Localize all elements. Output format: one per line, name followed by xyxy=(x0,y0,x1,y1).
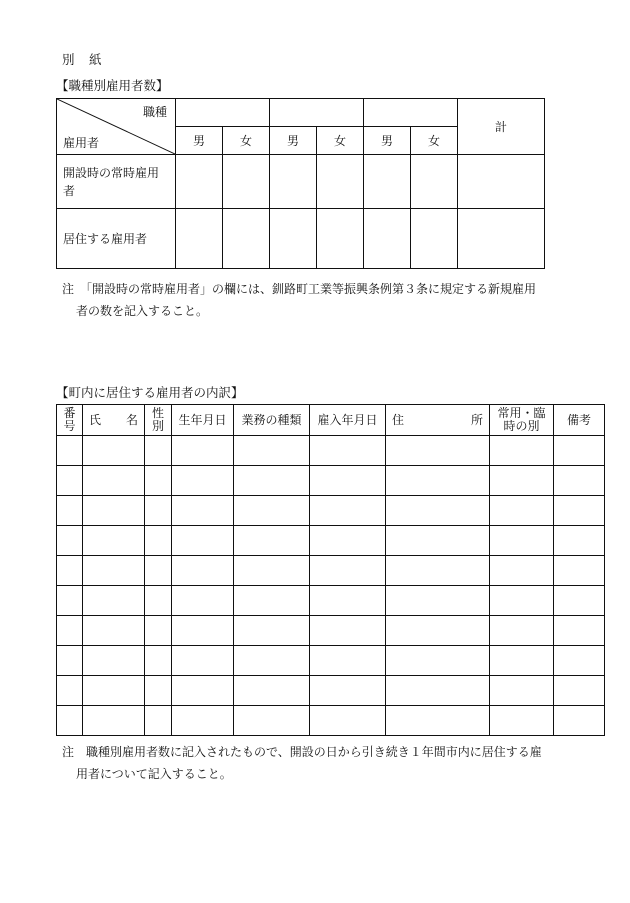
input-cell[interactable] xyxy=(172,556,234,586)
table-row xyxy=(57,616,605,646)
input-cell[interactable] xyxy=(83,526,145,556)
input-cell[interactable] xyxy=(176,209,223,269)
table-row xyxy=(57,646,605,676)
input-cell[interactable] xyxy=(83,436,145,466)
input-cell[interactable] xyxy=(172,436,234,466)
input-cell[interactable] xyxy=(310,586,386,616)
input-cell[interactable] xyxy=(83,586,145,616)
input-cell[interactable] xyxy=(145,616,172,646)
input-cell[interactable] xyxy=(490,496,554,526)
female-header: 女 xyxy=(317,127,364,155)
input-cell[interactable] xyxy=(386,706,490,736)
input-cell[interactable] xyxy=(554,646,605,676)
input-cell[interactable] xyxy=(57,646,83,676)
input-cell[interactable] xyxy=(83,466,145,496)
table-row xyxy=(57,556,605,586)
input-cell[interactable] xyxy=(145,706,172,736)
female-header: 女 xyxy=(411,127,458,155)
header-address: 住 所 xyxy=(386,405,490,436)
input-cell[interactable] xyxy=(270,155,317,209)
input-cell[interactable] xyxy=(490,616,554,646)
input-cell[interactable] xyxy=(554,436,605,466)
input-cell[interactable] xyxy=(176,155,223,209)
input-cell[interactable] xyxy=(57,466,83,496)
input-cell[interactable] xyxy=(490,586,554,616)
input-cell[interactable] xyxy=(83,616,145,646)
input-cell[interactable] xyxy=(310,646,386,676)
input-cell[interactable] xyxy=(364,155,411,209)
header-job-type: 業務の種類 xyxy=(234,405,310,436)
input-cell[interactable] xyxy=(145,436,172,466)
corner-diagonal-cell xyxy=(57,99,176,155)
input-cell[interactable] xyxy=(554,616,605,646)
input-cell[interactable] xyxy=(172,526,234,556)
male-header: 男 xyxy=(270,127,317,155)
table-row xyxy=(57,496,605,526)
input-cell[interactable] xyxy=(554,466,605,496)
input-cell[interactable] xyxy=(554,496,605,526)
input-cell[interactable] xyxy=(83,646,145,676)
input-cell[interactable] xyxy=(145,646,172,676)
input-cell[interactable] xyxy=(57,556,83,586)
input-cell[interactable] xyxy=(234,706,310,736)
input-cell[interactable] xyxy=(411,155,458,209)
input-cell[interactable] xyxy=(57,676,83,706)
input-cell[interactable] xyxy=(386,556,490,586)
input-cell[interactable] xyxy=(386,496,490,526)
note-2-line-2: 用者について記入すること。 xyxy=(76,767,232,781)
employee-count-title: 【職種別雇用者数】 xyxy=(56,78,169,93)
input-cell[interactable] xyxy=(490,706,554,736)
note-1 xyxy=(62,278,602,322)
input-cell[interactable] xyxy=(234,526,310,556)
table-row xyxy=(57,526,605,556)
table-row xyxy=(57,676,605,706)
job-type-1-cell[interactable] xyxy=(176,99,270,127)
input-cell[interactable] xyxy=(172,616,234,646)
input-cell[interactable] xyxy=(554,556,605,586)
input-cell[interactable] xyxy=(490,676,554,706)
input-cell[interactable] xyxy=(310,706,386,736)
input-cell[interactable] xyxy=(83,496,145,526)
input-cell[interactable] xyxy=(57,436,83,466)
input-cell[interactable] xyxy=(234,556,310,586)
input-cell[interactable] xyxy=(310,436,386,466)
input-cell[interactable] xyxy=(57,706,83,736)
input-cell[interactable] xyxy=(490,436,554,466)
input-cell[interactable] xyxy=(234,466,310,496)
table-row xyxy=(57,466,605,496)
input-cell[interactable] xyxy=(223,155,270,209)
resident-breakdown-table xyxy=(56,404,605,736)
input-cell[interactable] xyxy=(364,209,411,269)
female-header: 女 xyxy=(223,127,270,155)
male-header: 男 xyxy=(176,127,223,155)
header-number: 番 号 xyxy=(57,405,83,436)
input-cell[interactable] xyxy=(57,526,83,556)
note-2 xyxy=(62,741,607,785)
header-name: 氏 名 xyxy=(83,405,145,436)
input-cell[interactable] xyxy=(490,466,554,496)
input-cell[interactable] xyxy=(310,526,386,556)
input-cell[interactable] xyxy=(490,556,554,586)
note-1-line-1: 注 「開設時の常時雇用者」の欄には、釧路町工業等振興条例第３条に規定する新規雇用 xyxy=(62,282,537,296)
row-label-initial-employees: 開設時の常時雇用者 xyxy=(57,155,176,209)
input-cell[interactable] xyxy=(386,646,490,676)
input-cell[interactable] xyxy=(145,586,172,616)
input-cell[interactable] xyxy=(554,676,605,706)
input-cell[interactable] xyxy=(83,706,145,736)
header-birthdate: 生年月日 xyxy=(172,405,234,436)
input-cell[interactable] xyxy=(386,616,490,646)
input-cell[interactable] xyxy=(145,496,172,526)
input-cell[interactable] xyxy=(386,436,490,466)
input-cell[interactable] xyxy=(554,586,605,616)
job-type-3-cell[interactable] xyxy=(364,99,458,127)
note-1-line-2: 者の数を記入すること。 xyxy=(76,304,209,318)
job-type-2-cell[interactable] xyxy=(270,99,364,127)
input-cell[interactable] xyxy=(234,586,310,616)
row-label-resident-employees: 居住する雇用者 xyxy=(57,209,176,269)
total-header: 計 xyxy=(458,99,545,155)
input-cell[interactable] xyxy=(223,209,270,269)
input-cell[interactable] xyxy=(554,526,605,556)
header-employment-type: 常用・臨 時の別 xyxy=(490,405,554,436)
input-cell[interactable] xyxy=(57,586,83,616)
input-cell[interactable] xyxy=(172,706,234,736)
header-remarks: 備考 xyxy=(554,405,605,436)
input-cell[interactable] xyxy=(386,586,490,616)
input-cell[interactable] xyxy=(554,706,605,736)
corner-job-type-label: 職種 xyxy=(142,105,167,119)
input-cell[interactable] xyxy=(172,646,234,676)
input-cell[interactable] xyxy=(490,646,554,676)
input-cell[interactable] xyxy=(317,155,364,209)
input-cell[interactable] xyxy=(490,526,554,556)
input-cell[interactable] xyxy=(172,466,234,496)
input-cell[interactable] xyxy=(270,209,317,269)
input-cell[interactable] xyxy=(386,526,490,556)
input-cell[interactable] xyxy=(310,556,386,586)
input-cell[interactable] xyxy=(83,556,145,586)
input-cell[interactable] xyxy=(145,556,172,586)
input-cell[interactable] xyxy=(234,676,310,706)
table-row xyxy=(57,706,605,736)
input-cell[interactable] xyxy=(386,466,490,496)
input-cell[interactable] xyxy=(310,676,386,706)
input-cell[interactable] xyxy=(310,466,386,496)
input-cell[interactable] xyxy=(145,676,172,706)
header-sex: 性 別 xyxy=(145,405,172,436)
input-cell[interactable] xyxy=(234,646,310,676)
input-cell[interactable] xyxy=(172,496,234,526)
header-hire-date: 雇入年月日 xyxy=(310,405,386,436)
input-cell[interactable] xyxy=(458,155,545,209)
input-cell[interactable] xyxy=(234,436,310,466)
input-cell[interactable] xyxy=(310,496,386,526)
input-cell[interactable] xyxy=(310,616,386,646)
input-cell[interactable] xyxy=(145,526,172,556)
input-cell[interactable] xyxy=(145,466,172,496)
input-cell[interactable] xyxy=(458,209,545,269)
input-cell[interactable] xyxy=(172,676,234,706)
input-cell[interactable] xyxy=(386,676,490,706)
input-cell[interactable] xyxy=(57,616,83,646)
input-cell[interactable] xyxy=(234,616,310,646)
table-row xyxy=(57,436,605,466)
input-cell[interactable] xyxy=(83,676,145,706)
male-header: 男 xyxy=(364,127,411,155)
input-cell[interactable] xyxy=(172,586,234,616)
input-cell[interactable] xyxy=(234,496,310,526)
input-cell[interactable] xyxy=(57,496,83,526)
note-2-line-1: 注 職種別雇用者数に記入されたもので、開設の日から引き続き１年間市内に居住する雇 xyxy=(62,745,542,759)
document-label: 別 紙 xyxy=(62,52,103,67)
resident-breakdown-title: 【町内に居住する雇用者の内訳】 xyxy=(56,385,244,400)
input-cell[interactable] xyxy=(411,209,458,269)
table-row xyxy=(57,586,605,616)
input-cell[interactable] xyxy=(317,209,364,269)
corner-employee-label: 雇用者 xyxy=(63,136,100,150)
employee-count-table xyxy=(56,98,545,269)
